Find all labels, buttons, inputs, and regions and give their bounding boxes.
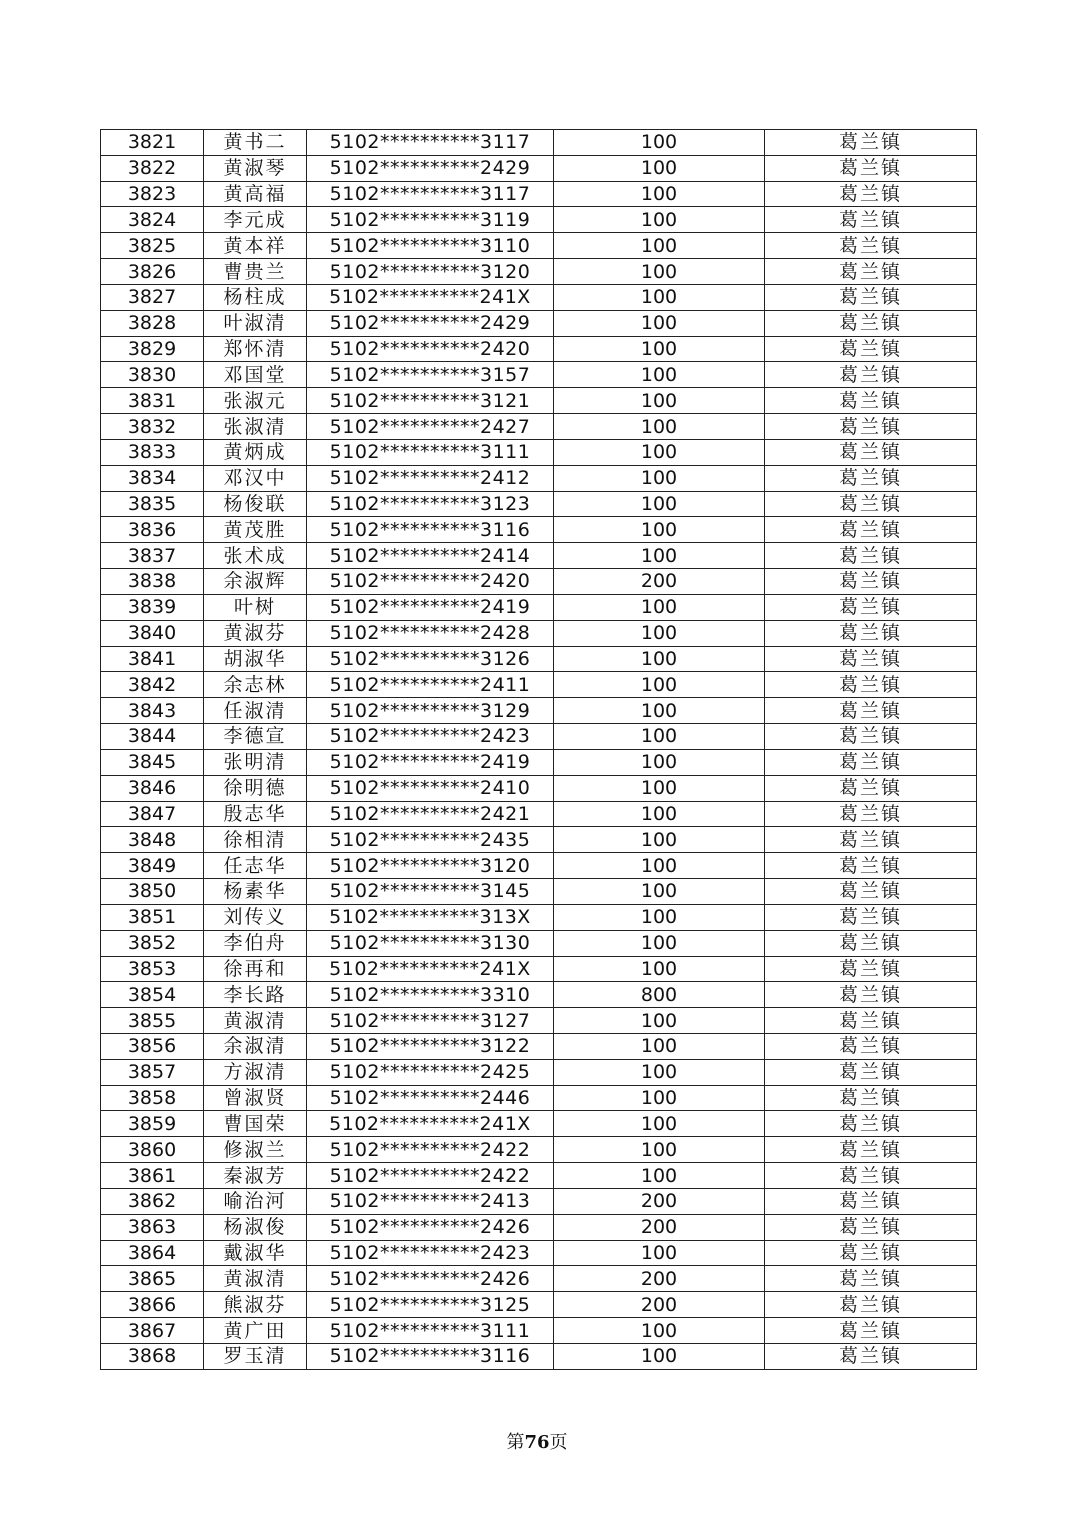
town-cell: 葛兰镇 [765,259,977,285]
name-cell: 黄广田 [204,1318,307,1344]
amount-cell: 100 [554,698,765,724]
amount-cell: 100 [554,930,765,956]
name-cell: 李伯舟 [204,930,307,956]
name-cell: 叶淑清 [204,310,307,336]
id-number-cell: 5102**********2425 [307,1059,554,1085]
name-cell: 杨柱成 [204,284,307,310]
town-cell: 葛兰镇 [765,1188,977,1214]
id-number-cell: 5102**********2429 [307,310,554,336]
table-row [101,155,977,181]
row-number-cell: 3855 [101,1008,204,1034]
table-row [101,904,977,930]
id-number-cell: 5102**********241X [307,1111,554,1137]
amount-cell: 100 [554,1318,765,1344]
name-cell: 黄书二 [204,130,307,156]
town-cell: 葛兰镇 [765,362,977,388]
table-row [101,1214,977,1240]
name-cell: 黄淑清 [204,1266,307,1292]
row-number-cell: 3862 [101,1188,204,1214]
id-number-cell: 5102**********2423 [307,1240,554,1266]
amount-cell: 100 [554,801,765,827]
page-footer [0,1428,1074,1454]
table-row [101,517,977,543]
amount-cell: 100 [554,749,765,775]
amount-cell: 800 [554,982,765,1008]
table-row [101,1292,977,1318]
table-row [101,1111,977,1137]
id-number-cell: 5102**********3116 [307,1343,554,1369]
table-row [101,646,977,672]
id-number-cell: 5102**********2426 [307,1214,554,1240]
name-cell: 黄淑清 [204,1008,307,1034]
id-number-cell: 5102**********2410 [307,775,554,801]
amount-cell: 100 [554,207,765,233]
name-cell: 徐再和 [204,956,307,982]
row-number-cell: 3831 [101,388,204,414]
town-cell: 葛兰镇 [765,1008,977,1034]
row-number-cell: 3843 [101,698,204,724]
id-number-cell: 5102**********3145 [307,879,554,905]
town-cell: 葛兰镇 [765,1059,977,1085]
amount-cell: 200 [554,569,765,595]
row-number-cell: 3851 [101,904,204,930]
table-row [101,439,977,465]
name-cell: 殷志华 [204,801,307,827]
name-cell: 叶树 [204,594,307,620]
id-number-cell: 5102**********3127 [307,1008,554,1034]
amount-cell: 200 [554,1292,765,1318]
id-number-cell: 5102**********2420 [307,336,554,362]
row-number-cell: 3858 [101,1085,204,1111]
table-row [101,930,977,956]
row-number-cell: 3852 [101,930,204,956]
town-cell: 葛兰镇 [765,724,977,750]
town-cell: 葛兰镇 [765,956,977,982]
row-number-cell: 3822 [101,155,204,181]
table-row [101,569,977,595]
row-number-cell: 3833 [101,439,204,465]
amount-cell: 100 [554,775,765,801]
amount-cell: 100 [554,310,765,336]
table-row [101,1266,977,1292]
table-row [101,698,977,724]
row-number-cell: 3840 [101,620,204,646]
id-number-cell: 5102**********2423 [307,724,554,750]
row-number-cell: 3826 [101,259,204,285]
table-row [101,465,977,491]
row-number-cell: 3835 [101,491,204,517]
id-number-cell: 5102**********3122 [307,1033,554,1059]
row-number-cell: 3868 [101,1343,204,1369]
row-number-cell: 3824 [101,207,204,233]
amount-cell: 100 [554,517,765,543]
id-number-cell: 5102**********3120 [307,853,554,879]
amount-cell: 100 [554,465,765,491]
town-cell: 葛兰镇 [765,1266,977,1292]
amount-cell: 100 [554,439,765,465]
row-number-cell: 3846 [101,775,204,801]
id-number-cell: 5102**********241X [307,956,554,982]
row-number-cell: 3849 [101,853,204,879]
row-number-cell: 3861 [101,1163,204,1189]
name-cell: 杨素华 [204,879,307,905]
table-row [101,827,977,853]
id-number-cell: 5102**********2419 [307,749,554,775]
amount-cell: 100 [554,853,765,879]
name-cell: 黄淑琴 [204,155,307,181]
id-number-cell: 5102**********3111 [307,1318,554,1344]
name-cell: 张淑元 [204,388,307,414]
amount-cell: 100 [554,259,765,285]
town-cell: 葛兰镇 [765,1240,977,1266]
town-cell: 葛兰镇 [765,1343,977,1369]
page-footer-suffix: 页 [549,1432,568,1453]
row-number-cell: 3839 [101,594,204,620]
row-number-cell: 3864 [101,1240,204,1266]
table-row [101,1343,977,1369]
name-cell: 郑怀清 [204,336,307,362]
id-number-cell: 5102**********2427 [307,414,554,440]
table-row [101,1085,977,1111]
row-number-cell: 3828 [101,310,204,336]
id-number-cell: 5102**********2420 [307,569,554,595]
name-cell: 黄茂胜 [204,517,307,543]
town-cell: 葛兰镇 [765,181,977,207]
town-cell: 葛兰镇 [765,207,977,233]
row-number-cell: 3829 [101,336,204,362]
amount-cell: 100 [554,1343,765,1369]
row-number-cell: 3850 [101,879,204,905]
table-row [101,982,977,1008]
row-number-cell: 3825 [101,233,204,259]
table-row [101,336,977,362]
table-row [101,1188,977,1214]
town-cell: 葛兰镇 [765,465,977,491]
amount-cell: 100 [554,724,765,750]
amount-cell: 100 [554,362,765,388]
town-cell: 葛兰镇 [765,1085,977,1111]
town-cell: 葛兰镇 [765,1033,977,1059]
amount-cell: 100 [554,594,765,620]
row-number-cell: 3832 [101,414,204,440]
row-number-cell: 3853 [101,956,204,982]
town-cell: 葛兰镇 [765,1137,977,1163]
town-cell: 葛兰镇 [765,801,977,827]
town-cell: 葛兰镇 [765,1111,977,1137]
row-number-cell: 3842 [101,672,204,698]
amount-cell: 200 [554,1188,765,1214]
amount-cell: 100 [554,1008,765,1034]
id-number-cell: 5102**********2428 [307,620,554,646]
table-row [101,801,977,827]
amount-cell: 100 [554,284,765,310]
table-row [101,284,977,310]
id-number-cell: 5102**********3126 [307,646,554,672]
town-cell: 葛兰镇 [765,284,977,310]
amount-cell: 100 [554,1137,765,1163]
table-row [101,362,977,388]
name-cell: 黄本祥 [204,233,307,259]
name-cell: 余志林 [204,672,307,698]
town-cell: 葛兰镇 [765,1292,977,1318]
amount-cell: 100 [554,1059,765,1085]
amount-cell: 100 [554,904,765,930]
table-row [101,749,977,775]
name-cell: 李德宣 [204,724,307,750]
id-number-cell: 5102**********2413 [307,1188,554,1214]
amount-cell: 100 [554,1240,765,1266]
name-cell: 张明清 [204,749,307,775]
roster-table-body [101,130,977,1370]
town-cell: 葛兰镇 [765,388,977,414]
town-cell: 葛兰镇 [765,594,977,620]
name-cell: 张淑清 [204,414,307,440]
amount-cell: 200 [554,1266,765,1292]
table-row [101,956,977,982]
name-cell: 任志华 [204,853,307,879]
name-cell: 任淑清 [204,698,307,724]
row-number-cell: 3865 [101,1266,204,1292]
table-row [101,259,977,285]
id-number-cell: 5102**********3110 [307,233,554,259]
amount-cell: 200 [554,1214,765,1240]
id-number-cell: 5102**********3157 [307,362,554,388]
town-cell: 葛兰镇 [765,1163,977,1189]
table-row [101,1059,977,1085]
id-number-cell: 5102**********3125 [307,1292,554,1318]
name-cell: 邓汉中 [204,465,307,491]
row-number-cell: 3848 [101,827,204,853]
name-cell: 修淑兰 [204,1137,307,1163]
amount-cell: 100 [554,620,765,646]
table-row [101,724,977,750]
name-cell: 黄炳成 [204,439,307,465]
name-cell: 徐相清 [204,827,307,853]
town-cell: 葛兰镇 [765,775,977,801]
id-number-cell: 5102**********2422 [307,1163,554,1189]
town-cell: 葛兰镇 [765,233,977,259]
name-cell: 李长路 [204,982,307,1008]
table-row [101,543,977,569]
amount-cell: 100 [554,827,765,853]
name-cell: 胡淑华 [204,646,307,672]
name-cell: 邓国堂 [204,362,307,388]
name-cell: 黄淑芬 [204,620,307,646]
id-number-cell: 5102**********2421 [307,801,554,827]
row-number-cell: 3863 [101,1214,204,1240]
name-cell: 李元成 [204,207,307,233]
id-number-cell: 5102**********2419 [307,594,554,620]
id-number-cell: 5102**********2435 [307,827,554,853]
row-number-cell: 3838 [101,569,204,595]
table-row [101,1033,977,1059]
id-number-cell: 5102**********3123 [307,491,554,517]
name-cell: 罗玉清 [204,1343,307,1369]
id-number-cell: 5102**********3121 [307,388,554,414]
id-number-cell: 5102**********241X [307,284,554,310]
roster-table [100,129,977,1370]
name-cell: 曹贵兰 [204,259,307,285]
town-cell: 葛兰镇 [765,414,977,440]
row-number-cell: 3856 [101,1033,204,1059]
row-number-cell: 3866 [101,1292,204,1318]
town-cell: 葛兰镇 [765,749,977,775]
table-row [101,879,977,905]
name-cell: 徐明德 [204,775,307,801]
id-number-cell: 5102**********3310 [307,982,554,1008]
name-cell: 曹国荣 [204,1111,307,1137]
name-cell: 杨淑俊 [204,1214,307,1240]
name-cell: 刘传义 [204,904,307,930]
table-row [101,1163,977,1189]
name-cell: 熊淑芬 [204,1292,307,1318]
table-row [101,775,977,801]
id-number-cell: 5102**********2412 [307,465,554,491]
page-number: 76 [524,1432,550,1453]
table-row [101,207,977,233]
table-row [101,388,977,414]
id-number-cell: 5102**********3120 [307,259,554,285]
row-number-cell: 3841 [101,646,204,672]
amount-cell: 100 [554,414,765,440]
row-number-cell: 3845 [101,749,204,775]
name-cell: 黄高福 [204,181,307,207]
town-cell: 葛兰镇 [765,1214,977,1240]
town-cell: 葛兰镇 [765,879,977,905]
town-cell: 葛兰镇 [765,698,977,724]
name-cell: 曾淑贤 [204,1085,307,1111]
town-cell: 葛兰镇 [765,904,977,930]
amount-cell: 100 [554,1033,765,1059]
amount-cell: 100 [554,130,765,156]
id-number-cell: 5102**********3129 [307,698,554,724]
town-cell: 葛兰镇 [765,439,977,465]
id-number-cell: 5102**********2429 [307,155,554,181]
town-cell: 葛兰镇 [765,1318,977,1344]
page-footer-prefix: 第 [506,1432,525,1453]
table-row [101,233,977,259]
id-number-cell: 5102**********2411 [307,672,554,698]
table-row [101,1318,977,1344]
row-number-cell: 3827 [101,284,204,310]
amount-cell: 100 [554,233,765,259]
name-cell: 喻治河 [204,1188,307,1214]
row-number-cell: 3836 [101,517,204,543]
row-number-cell: 3837 [101,543,204,569]
row-number-cell: 3823 [101,181,204,207]
table-row [101,1008,977,1034]
name-cell: 杨俊联 [204,491,307,517]
town-cell: 葛兰镇 [765,155,977,181]
table-row [101,853,977,879]
amount-cell: 100 [554,543,765,569]
table-row [101,130,977,156]
table-row [101,672,977,698]
id-number-cell: 5102**********3130 [307,930,554,956]
town-cell: 葛兰镇 [765,827,977,853]
id-number-cell: 5102**********3119 [307,207,554,233]
name-cell: 方淑清 [204,1059,307,1085]
row-number-cell: 3847 [101,801,204,827]
id-number-cell: 5102**********2422 [307,1137,554,1163]
amount-cell: 100 [554,491,765,517]
town-cell: 葛兰镇 [765,853,977,879]
id-number-cell: 5102**********3117 [307,130,554,156]
town-cell: 葛兰镇 [765,517,977,543]
name-cell: 戴淑华 [204,1240,307,1266]
id-number-cell: 5102**********2446 [307,1085,554,1111]
amount-cell: 100 [554,646,765,672]
row-number-cell: 3830 [101,362,204,388]
row-number-cell: 3821 [101,130,204,156]
row-number-cell: 3860 [101,1137,204,1163]
name-cell: 余淑清 [204,1033,307,1059]
town-cell: 葛兰镇 [765,672,977,698]
id-number-cell: 5102**********3117 [307,181,554,207]
id-number-cell: 5102**********2426 [307,1266,554,1292]
table-row [101,1137,977,1163]
name-cell: 张术成 [204,543,307,569]
table-row [101,594,977,620]
amount-cell: 100 [554,1111,765,1137]
town-cell: 葛兰镇 [765,543,977,569]
amount-cell: 100 [554,1163,765,1189]
town-cell: 葛兰镇 [765,930,977,956]
town-cell: 葛兰镇 [765,982,977,1008]
amount-cell: 100 [554,672,765,698]
name-cell: 余淑辉 [204,569,307,595]
table-row [101,414,977,440]
row-number-cell: 3844 [101,724,204,750]
name-cell: 秦淑芳 [204,1163,307,1189]
id-number-cell: 5102**********3111 [307,439,554,465]
table-row [101,620,977,646]
table-row [101,491,977,517]
amount-cell: 100 [554,336,765,362]
town-cell: 葛兰镇 [765,491,977,517]
table-row [101,181,977,207]
town-cell: 葛兰镇 [765,620,977,646]
row-number-cell: 3854 [101,982,204,1008]
town-cell: 葛兰镇 [765,646,977,672]
id-number-cell: 5102**********313X [307,904,554,930]
amount-cell: 100 [554,181,765,207]
row-number-cell: 3834 [101,465,204,491]
amount-cell: 100 [554,879,765,905]
row-number-cell: 3857 [101,1059,204,1085]
id-number-cell: 5102**********3116 [307,517,554,543]
amount-cell: 100 [554,956,765,982]
amount-cell: 100 [554,388,765,414]
row-number-cell: 3859 [101,1111,204,1137]
town-cell: 葛兰镇 [765,310,977,336]
town-cell: 葛兰镇 [765,336,977,362]
id-number-cell: 5102**********2414 [307,543,554,569]
table-row [101,310,977,336]
amount-cell: 100 [554,155,765,181]
amount-cell: 100 [554,1085,765,1111]
town-cell: 葛兰镇 [765,569,977,595]
row-number-cell: 3867 [101,1318,204,1344]
table-row [101,1240,977,1266]
town-cell: 葛兰镇 [765,130,977,156]
